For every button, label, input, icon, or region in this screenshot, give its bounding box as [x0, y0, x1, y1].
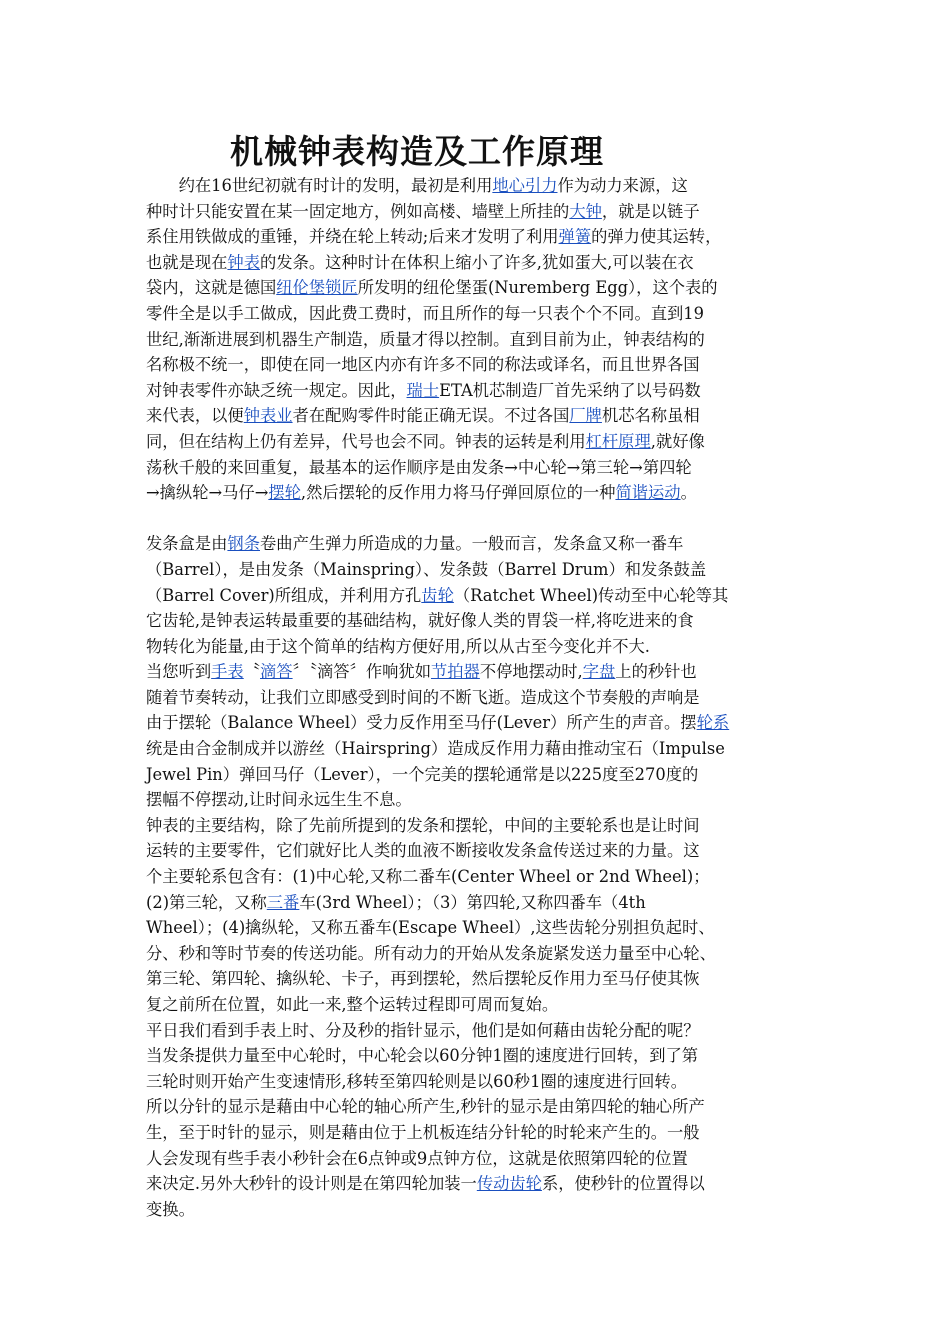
text-line [146, 659, 814, 685]
hyperlink[interactable]: 节拍器 [430, 662, 480, 682]
text-line [146, 762, 814, 788]
hyperlink[interactable]: 杠杆原理 [585, 431, 651, 451]
text-line [146, 1094, 814, 1120]
text-line [146, 480, 814, 506]
text-run: 荡秋千般的来回重复，最基本的运作顺序是由发条→中心轮→第三轮→第四轮 [146, 457, 692, 477]
text-line [146, 531, 814, 557]
text-run: ，就是以链子 [601, 201, 700, 221]
text-line [146, 173, 814, 199]
text-run: 所发明的纽伦堡蛋(Nuremberg Egg），这个表的 [357, 278, 718, 298]
text-run: 。 [680, 483, 697, 503]
hyperlink[interactable]: 瑞士 [406, 380, 440, 400]
text-run: 三轮时则开始产生变速情形,移转至第四轮则是以60秒1圈的速度进行回转。 [146, 1071, 687, 1091]
text-run: 物转化为能量,由于这个简单的结构方便好用,所以从古至今变化并不大. [146, 636, 650, 656]
text-run: 作为动力来源，这 [557, 176, 688, 195]
text-run: 随着节奏转动，让我们立即感受到时间的不断飞逝。造成这个节奏般的声响是 [146, 687, 700, 707]
text-run: 系住用铁做成的重锤，并绕在轮上转动;后来才发明了利用 [146, 227, 559, 247]
text-run: 系，使秒针的位置得以 [541, 1174, 705, 1194]
text-line [146, 224, 814, 250]
text-run: 不停地摆动时, [479, 662, 583, 682]
blank-line [146, 506, 814, 532]
text-run: 由于摆轮（Balance Wheel）受力反作用至马仔(Lever）所产生的声音。摆 [146, 713, 697, 733]
text-run: ETA机芯制造厂首先采纳了以号码数 [439, 380, 701, 400]
text-line [146, 813, 814, 839]
text-run: ,就好像 [650, 431, 705, 451]
text-line [146, 966, 814, 992]
text-line [146, 992, 814, 1018]
text-run: 第三轮、第四轮、擒纵轮、卡子，再到摆轮，然后摆轮反作用力至马仔使其恢 [146, 969, 700, 989]
hyperlink[interactable]: 厂牌 [569, 406, 602, 426]
text-run: 世纪,渐渐进展到机器生产制造，质量才得以控制。直到目前为止，钟表结构的 [146, 329, 705, 349]
text-line [146, 378, 814, 404]
text-line [146, 429, 814, 455]
text-line [146, 915, 814, 941]
hyperlink[interactable]: 手表 [211, 662, 244, 682]
hyperlink[interactable]: 弹簧 [558, 227, 592, 247]
text-line [146, 787, 814, 813]
text-run: 的弹力使其运转， [591, 227, 722, 247]
text-run: 复之前所在位置，如此一来,整个运转过程即可周而复始。 [146, 995, 559, 1014]
hyperlink[interactable]: 钢条 [227, 534, 260, 554]
text-line [146, 301, 814, 327]
hyperlink[interactable]: 大钟 [569, 201, 602, 221]
text-run: 钟表的主要结构，除了先前所提到的发条和摆轮，中间的主要轮系也是让时间 [146, 815, 700, 835]
text-run: （Ratchet Wheel)传动至中心轮等其 [453, 585, 729, 605]
text-run: 者在配购零件时能正确无误。不过各国 [292, 406, 570, 426]
text-run: 车(3rd Wheel）；（3）第四轮,又称四番车（4th [299, 892, 646, 912]
text-run: 来代表，以便 [146, 406, 244, 426]
text-line [146, 352, 814, 378]
text-line [146, 941, 814, 967]
text-run: 发条盒是由 [146, 534, 228, 554]
text-line [146, 608, 814, 634]
text-run: （Barrel），是由发条（Mainspring）、发条鼓（Barrel Drum）和发条鼓盖 [146, 559, 707, 579]
text-run: 当您听到 [146, 662, 212, 682]
text-line [146, 634, 814, 660]
text-run: 对钟表零件亦缺乏统一规定。因此， [146, 380, 407, 400]
text-run: （Barrel Cover)所组成，并利用方孔 [146, 585, 422, 605]
text-line [146, 1120, 814, 1146]
text-run: 机芯名称虽相 [601, 406, 700, 426]
text-line [146, 1069, 814, 1095]
hyperlink[interactable]: 传动齿轮 [476, 1174, 542, 1194]
text-run: 种时计只能安置在某一固定地方，例如高楼、墙壁上所挂的 [146, 201, 570, 221]
text-run: 当发条提供力量至中心轮时，中心轮会以60分钟1圈的速度进行回转，到了第 [146, 1046, 699, 1066]
hyperlink[interactable]: 三番 [266, 892, 300, 912]
text-run: 的发条。这种时计在体积上缩小了许多,犹如蛋大,可以装在衣 [260, 252, 694, 272]
hyperlink[interactable]: 齿轮 [421, 585, 454, 605]
text-run: 运转的主要零件，它们就好比人类的血液不断接收发条盒传送过来的力量。这 [146, 841, 700, 861]
text-line [146, 736, 814, 762]
text-run: 上的秒针也 [615, 662, 697, 682]
text-run: 平日我们看到手表上时、分及秒的指针显示，他们是如何藉由齿轮分配的呢？ [146, 1020, 700, 1040]
hyperlink[interactable]: 简谐运动 [615, 483, 681, 503]
text-line [146, 583, 814, 609]
text-line [146, 557, 814, 583]
text-line [146, 250, 814, 276]
text-line [146, 864, 814, 890]
text-run: 卷曲产生弹力所造成的力量。一般而言，发条盒又称一番车 [260, 534, 684, 554]
text-line [146, 710, 814, 736]
text-line [146, 1146, 814, 1172]
hyperlink[interactable]: 摆轮 [268, 483, 301, 503]
hyperlink[interactable]: 钟表业 [243, 406, 293, 426]
text-line [146, 1171, 814, 1197]
text-line [146, 403, 814, 429]
text-run: 〞〝滴答〞作响犹如 [292, 662, 431, 682]
text-line [146, 685, 814, 711]
text-line [146, 838, 814, 864]
text-run: 摆幅不停摆动,让时间永远生生不息。 [146, 790, 412, 810]
text-run: ,然后摆轮的反作用力将马仔弹回原位的一种 [300, 483, 616, 503]
text-run: 来决定.另外大秒针的设计则是在第四轮加装一 [146, 1174, 477, 1194]
text-line [146, 327, 814, 353]
hyperlink[interactable]: 轮系 [696, 713, 730, 733]
hyperlink[interactable]: 地心引力 [492, 176, 558, 195]
text-run: 也就是现在 [146, 252, 228, 272]
text-run: Jewel Pin）弹回马仔（Lever），一个完美的摆轮通常是以225度至270度的 [146, 764, 699, 784]
hyperlink[interactable]: 钟表 [227, 252, 260, 272]
text-line [146, 199, 814, 225]
text-line [146, 1018, 814, 1044]
text-run: 统是由合金制成并以游丝（Hairspring）造成反作用力藉由推动宝石（Impulse [146, 739, 725, 759]
text-line [146, 1043, 814, 1069]
text-run: 所以分针的显示是藉由中心轮的轴心所产生,秒针的显示是由第四轮的轴心所产 [146, 1097, 705, 1117]
text-run: 变换。 [146, 1199, 195, 1219]
document-body [146, 173, 814, 1222]
text-run: →擒纵轮→马仔→ [146, 483, 269, 503]
hyperlink[interactable]: 字盘 [582, 662, 616, 682]
text-line [146, 275, 814, 301]
text-run: (2)第三轮，又称 [146, 892, 267, 912]
text-line [146, 1197, 814, 1223]
hyperlink[interactable]: 滴答 [260, 662, 293, 682]
hyperlink[interactable]: 纽伦堡锁匠 [276, 278, 358, 298]
text-run: 生，至于时针的显示，则是藉由位于上机板连结分针轮的时轮来产生的。一般 [146, 1122, 700, 1142]
text-run: 袋内，这就是德国 [146, 278, 277, 298]
text-run: 分、秒和等时节奏的传送功能。所有动力的开始从发条旋紧发送力量至中心轮、 [146, 943, 716, 963]
text-run: Wheel）；(4)擒纵轮，又称五番车(Escape Wheel）,这些齿轮分别担负起时、 [146, 918, 715, 938]
text-run: 零件全是以手工做成，因此费工费时，而且所作的每一只表个个不同。直到19 [146, 303, 705, 323]
text-run: 〝 [243, 662, 261, 682]
text-line [146, 455, 814, 481]
text-line [146, 890, 814, 916]
text-run: 同，但在结构上仍有差异，代号也会不同。钟表的运转是利用 [146, 431, 586, 451]
document-title: 机械钟表构造及工作原理 [230, 132, 604, 171]
text-run: 它齿轮,是钟表运转最重要的基础结构，就好像人类的胃袋一样,将吃进来的食 [146, 611, 694, 631]
text-run: 约在16世纪初就有时计的发明，最初是利用 [146, 176, 493, 195]
text-run: 名称极不统一，即使在同一地区内亦有许多不同的称法或译名，而且世界各国 [146, 355, 700, 375]
text-run: 个主要轮系包含有：(1)中心轮,又称二番车(Center Wheel or 2nd Wheel)； [146, 867, 710, 887]
text-run: 人会发现有些手表小秒针会在6点钟或9点钟方位，这就是依照第四轮的位置 [146, 1148, 688, 1168]
